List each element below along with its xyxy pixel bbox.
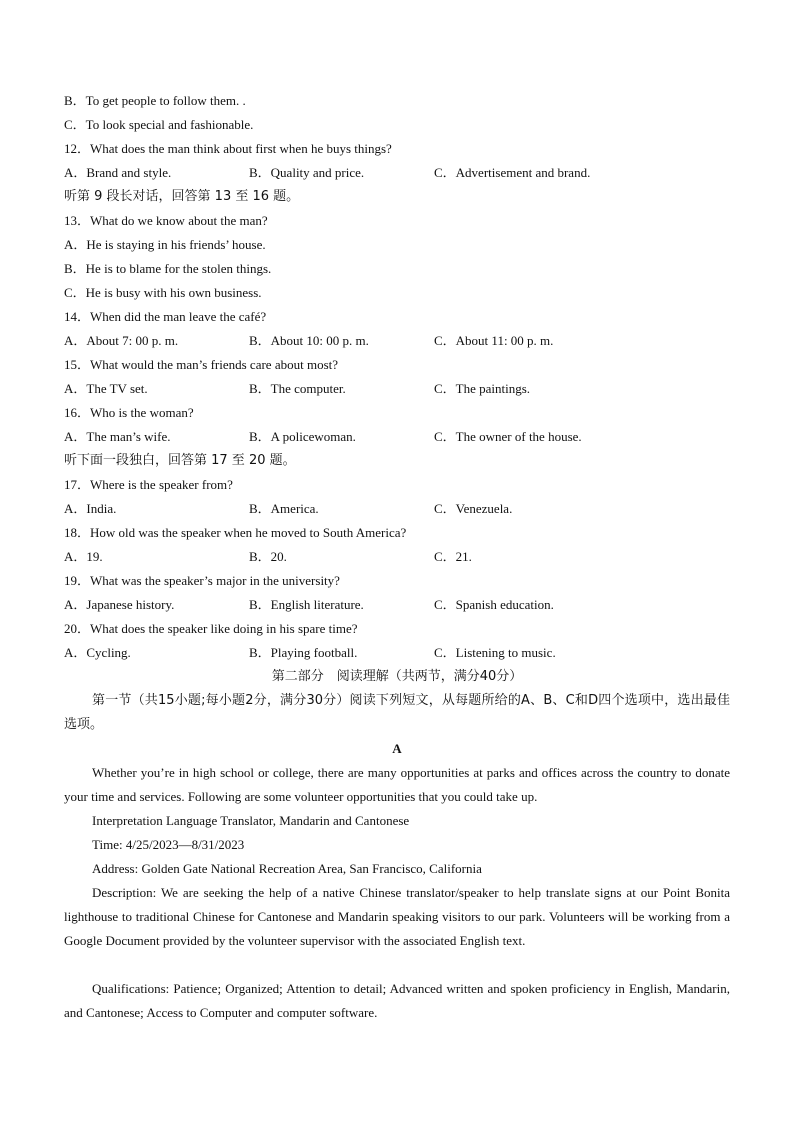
q13-question: 13．What do we know about the man?	[64, 213, 268, 228]
q11-option-b: B．To get people to follow them. .	[64, 93, 246, 108]
job-description: Description: We are seeking the help of a native Chinese translator/speaker to help translate signs at our Point Bonita lighthouse to traditional Chinese for Cantonese and Mandarin speaking visitors to our park. Volunteers will be working from a Google Document provided by the volunteer supervisor with the associated English text.	[64, 885, 730, 948]
q18-option-b: B．20.	[249, 549, 287, 564]
reading-section1-instructions: 第一节（共15小题;每小题2分，满分30分）阅读下列短文，从每题所给的A、B、C和D四个选项中，选出最佳选项。	[64, 693, 730, 732]
q14-options	[64, 329, 730, 353]
q17-options	[64, 497, 730, 521]
q13-option-a: A．He is staying in his friends’ house.	[64, 237, 266, 252]
q13-option-c: C．He is busy with his own business.	[64, 285, 262, 300]
job-time: Time: 4/25/2023—8/31/2023	[92, 837, 245, 852]
q17-option-c: C．Venezuela.	[434, 501, 513, 516]
q14-question: 14．When did the man leave the café?	[64, 309, 267, 324]
q19-question: 19．What was the speaker’s major in the university?	[64, 573, 340, 588]
reading-part-title: 第二部分 阅读理解（共两节，满分40分）	[271, 669, 523, 684]
q17-option-a: A．India.	[64, 501, 117, 516]
q14-option-a: A．About 7: 00 p. m.	[64, 333, 179, 348]
q16-option-a: A．The man’s wife.	[64, 429, 171, 444]
q14-option-b: B．About 10: 00 p. m.	[249, 333, 369, 348]
q14-option-c: C．About 11: 00 p. m.	[434, 333, 554, 348]
q20-option-a: A．Cycling.	[64, 645, 131, 660]
q18-question: 18．How old was the speaker when he moved to South America?	[64, 525, 407, 540]
q11-option-c: C．To look special and fashionable.	[64, 117, 254, 132]
q13-option-b: B．He is to blame for the stolen things.	[64, 261, 272, 276]
q18-options	[64, 545, 730, 569]
q17-question: 17．Where is the speaker from?	[64, 477, 233, 492]
q15-option-a: A．The TV set.	[64, 381, 148, 396]
q12-option-c: C．Advertisement and brand.	[434, 165, 591, 180]
job-title: Interpretation Language Translator, Mandarin and Cantonese	[92, 813, 410, 828]
q15-question: 15．What would the man’s friends care about most?	[64, 357, 339, 372]
q18-option-c: C．21.	[434, 549, 472, 564]
q16-option-b: B．A policewoman.	[249, 429, 356, 444]
q16-option-c: C．The owner of the house.	[434, 429, 582, 444]
q12-question: 12．What does the man think about first when he buys things?	[64, 141, 392, 156]
q19-option-b: B．English literature.	[249, 597, 364, 612]
q19-option-a: A．Japanese history.	[64, 597, 175, 612]
q20-question: 20．What does the speaker like doing in his spare time?	[64, 621, 358, 636]
q15-option-b: B．The computer.	[249, 381, 346, 396]
q15-options	[64, 377, 730, 401]
q12-option-b: B．Quality and price.	[249, 165, 365, 180]
q17-option-b: B．America.	[249, 501, 319, 516]
q16-options	[64, 425, 730, 449]
section10-instruction: 听下面一段独白，回答第 17 至 20 题。	[64, 453, 296, 468]
q12-option-a: A．Brand and style.	[64, 165, 172, 180]
passage-intro: Whether you’re in high school or college, there are many opportunities at parks and offices across the country to donate your time and services. Following are some volunteer opportunities that you could take up.	[64, 765, 730, 804]
section9-instruction: 听第 9 段长对话，回答第 13 至 16 题。	[64, 189, 300, 204]
q20-option-c: C．Listening to music.	[434, 645, 556, 660]
job-qualifications: Qualifications: Patience; Organized; Attention to detail; Advanced written and spoken proficiency in English, Mandarin, and Cantonese; Access to Computer and computer software.	[64, 981, 730, 1020]
q20-option-b: B．Playing football.	[249, 645, 358, 660]
q19-option-c: C．Spanish education.	[434, 597, 554, 612]
passage-label: A	[392, 741, 402, 756]
q18-option-a: A．19.	[64, 549, 103, 564]
q19-options	[64, 593, 730, 617]
q12-options	[64, 161, 730, 185]
q20-options	[64, 641, 730, 665]
q15-option-c: C．The paintings.	[434, 381, 531, 396]
q16-question: 16．Who is the woman?	[64, 405, 194, 420]
job-address: Address: Golden Gate National Recreation Area, San Francisco, California	[92, 861, 482, 876]
